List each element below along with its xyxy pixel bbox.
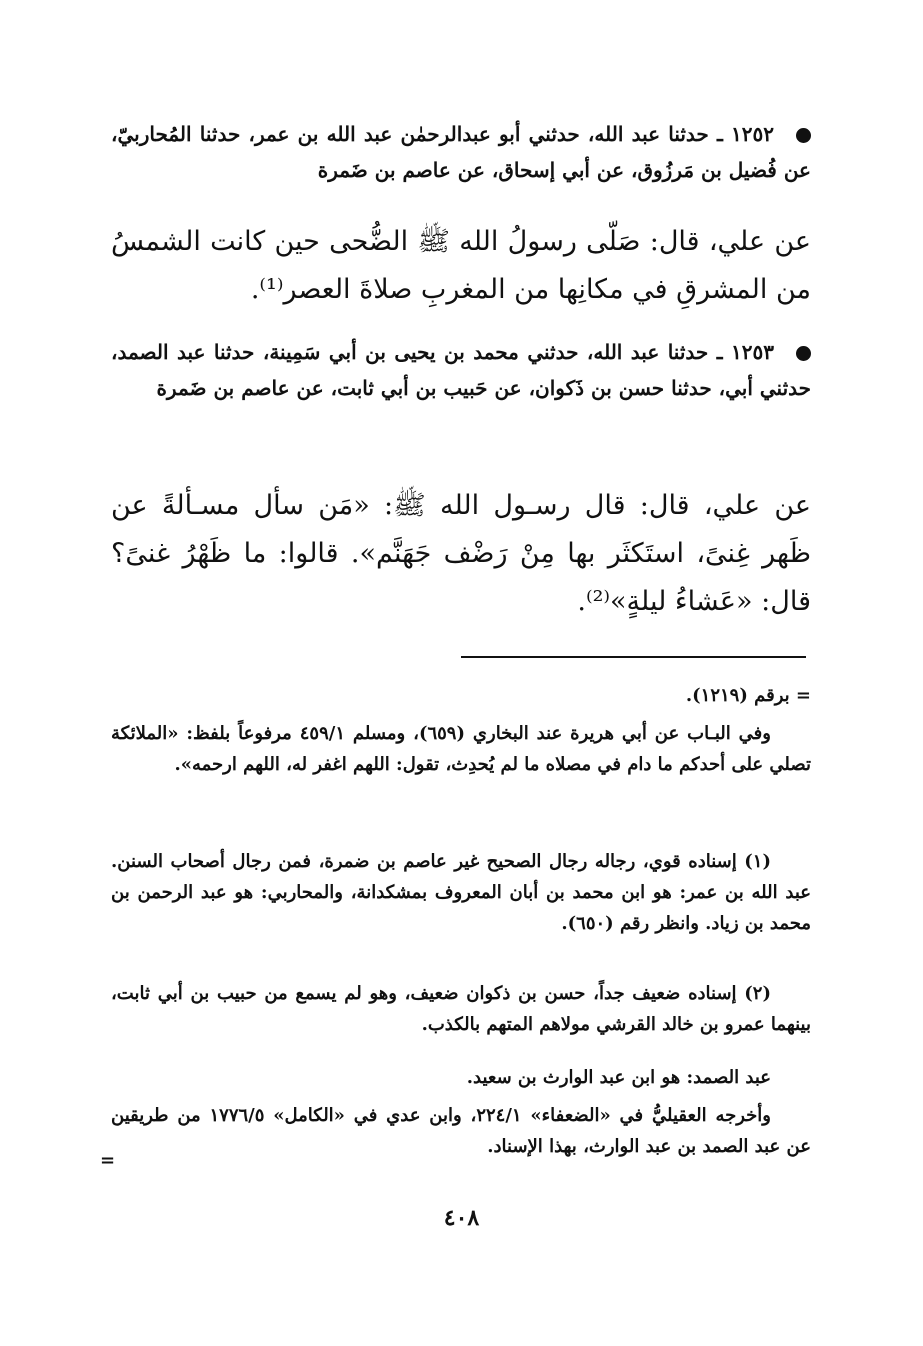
page-number: ٤٠٨ [443, 1205, 480, 1231]
footnote-separator [461, 656, 806, 658]
footnote-2-takhrij: وأخرجه العقيليُّ في «الضعفاء» ٢٢٤/١، وابن عدي في «الكامل» ١٧٧٦/٥ من طريقين عن عبد الصمد بن عبد الوارث، بهذا الإسناد. [111, 1105, 811, 1157]
continuation-marker: = [100, 1150, 116, 1171]
bullet-icon [796, 346, 811, 361]
footnote-bab: وفي البـاب عن أبي هريرة عند البخاري (٦٥٩)، ومسلم ٤٥٩/١ مرفوعاً بلفظ: «الملائكة تصلي على أحدكم ما دام في مصلاه ما لم يُحدِث، تقول: اللهم اغفر له، اللهم ارحمه». [111, 723, 811, 775]
hadith-1252-isnad: ١٢٥٢ ـ حدثنا عبد الله، حدثني أبو عبدالرحمٰن عبد الله بن عمر، حدثنا المُحاربيّ، عن فُضيل بن مَرزُوق، عن أبي إسحاق، عن عاصم بن ضَمرة [111, 122, 811, 182]
hadith-number: ١٢٥٢ [731, 122, 774, 146]
hadith-number: ١٢٥٣ [731, 340, 774, 364]
hadith-1252-matn: عن علي، قال: صَلّى رسولُ الله ﷺ الضُّحى حين كانت الشمسُ من المشرقِ في مكانِها من المغربِ صلاةَ العصر⁽¹⁾. [111, 226, 811, 305]
footnote-2-abdussamad: عبد الصمد: هو ابن عبد الوارث بن سعيد. [466, 1067, 771, 1088]
isnad-text: حدثنا عبد الله، حدثني أبو عبدالرحمٰن عبد الله بن عمر، حدثنا المُحاربيّ، عن فُضيل بن مَرزُوق، عن أبي إسحاق، عن عاصم بن ضَمرة [111, 122, 811, 182]
footnote-1: (١) إسناده قوي، رجاله رجال الصحيح غير عاصم بن ضمرة، فمن رجال أصحاب السنن. عبد الله بن عمر: هو ابن محمد بن أبان المعروف بمشكدانة، والمحاربي: هو عبد الرحمن بن محمد بن زياد. وانظر رقم (٦٥٠). [111, 851, 811, 934]
bullet-icon [796, 128, 811, 143]
footnote-continuation: = برقم (١٢١٩). [685, 685, 811, 706]
hadith-1253-matn: عن علي، قال: قال رسـول الله ﷺ: «مَن سأل مسـألةً عن ظَهر غِنىً، استَكثَر بها مِنْ رَضْف جَهَنَّم». قالوا: ما ظَهْرُ غنىً؟ قال: «عَشاءُ ليلةٍ»⁽²⁾. [111, 490, 811, 617]
footnote-2: (٢) إسناده ضعيف جداً، حسن بن ذكوان ضعيف، وهو لم يسمع من حبيب بن أبي ثابت، بينهما عمرو بن خالد القرشي مولاهم المتهم بالكذب. [111, 983, 811, 1035]
hadith-1253-isnad: ١٢٥٣ ـ حدثنا عبد الله، حدثني محمد بن يحيى بن أبي سَمِينة، حدثنا عبد الصمد، حدثني أبي، حدثنا حسن بن ذَكوان، عن حَبيب بن أبي ثابت، عن عاصم بن ضَمرة [111, 340, 811, 400]
isnad-text: حدثنا عبد الله، حدثني محمد بن يحيى بن أبي سَمِينة، حدثنا عبد الصمد، حدثني أبي، حدثنا حسن بن ذَكوان، عن حَبيب بن أبي ثابت، عن عاصم بن ضَمرة [111, 340, 811, 400]
